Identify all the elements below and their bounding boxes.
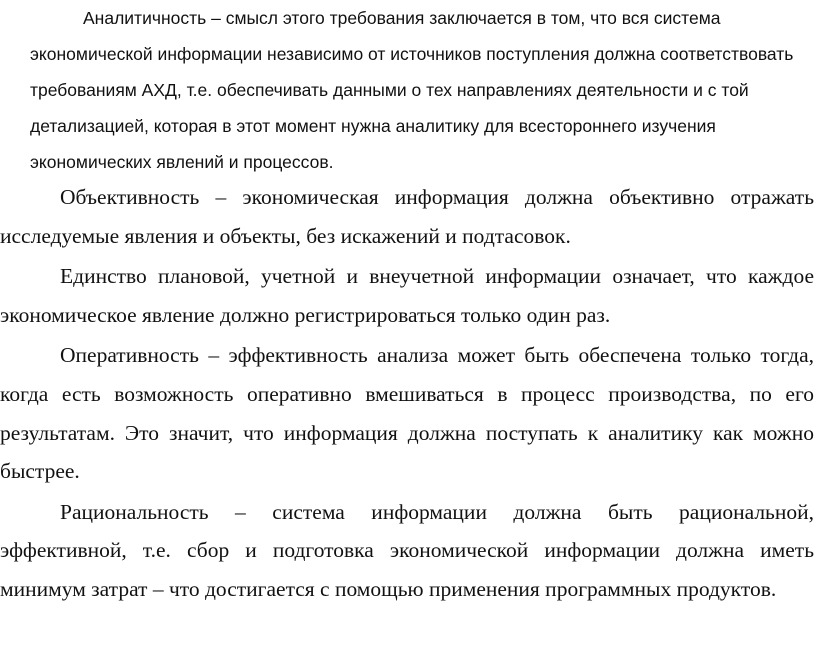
paragraph-unity: Единство плановой, учетной и внеучетной информации означает, что каждое экономическое явление должно регистрироваться только один раз. xyxy=(0,264,814,327)
paragraph-rationality: Рациональность – система информации должна быть рациональной, эффективной, т.е. сбор и подготовка экономической информации должна иметь минимум затрат – что достигается с помощью применения программных продуктов. xyxy=(0,499,814,601)
paragraph-efficiency: Оперативность – эффективность анализа может быть обеспечена только тогда, когда есть возможность оперативно вмешиваться в процесс производства, по его результатам. Это значит, что информация должна поступать к аналитику как можно быстрее. xyxy=(0,343,814,484)
document-body xyxy=(0,178,816,611)
paragraph-analyticity: Аналитичность – смысл этого требования заключается в том, что вся система экономической информации независимо от источников поступления должна соответствовать требованиям АХД, т.е. обеспечивать данными о тех направлениях деятельности и с той детализацией, которая в этот момент нужна аналитику для всестороннего изучения экономических явлений и процессов. xyxy=(30,8,794,172)
paragraph-objectivity: Объективность – экономическая информация должна объективно отражать исследуемые явления и объекты, без искажений и подтасовок. xyxy=(0,185,814,248)
